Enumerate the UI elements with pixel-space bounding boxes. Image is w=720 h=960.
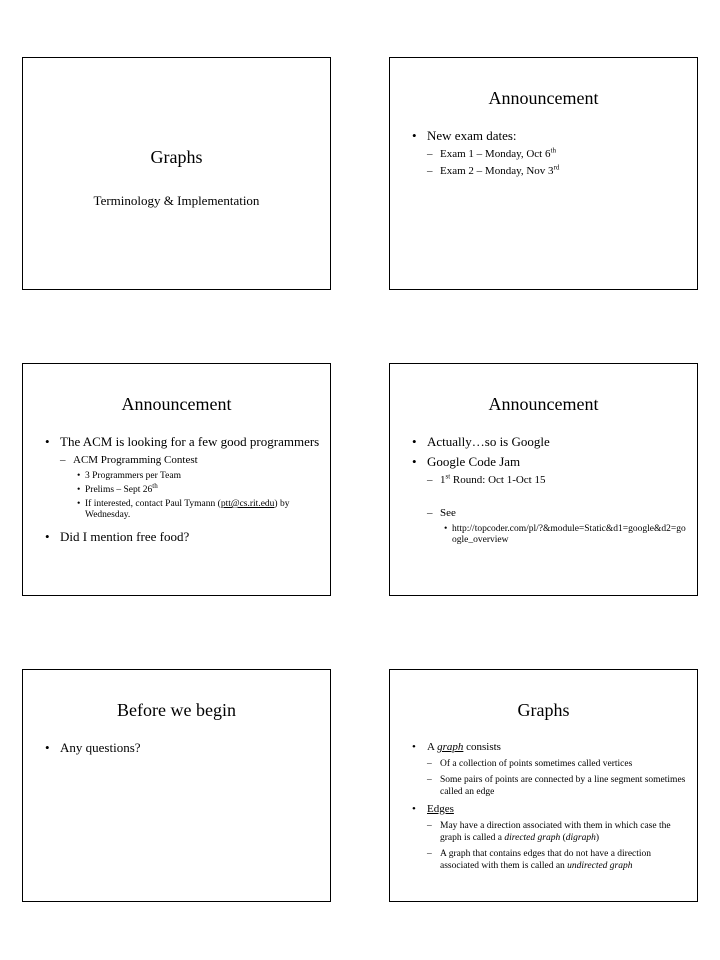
slide-title: Announcement (121, 394, 232, 414)
bullet: • The ACM is looking for a few good programmers (45, 434, 320, 450)
bullet: • New exam dates: (412, 128, 687, 144)
bullet: • Actually…so is Google (412, 434, 687, 450)
slide-5 (22, 669, 331, 902)
slide-body (45, 434, 320, 549)
url-link[interactable]: • http://topcoder.com/pl/?&module=Static&d1=google&d2=google_overview (412, 524, 687, 546)
sub-sub-bullet: • 3 Programmers per Team (45, 471, 320, 482)
sub-bullet: – Of a collection of points sometimes called vertices (412, 758, 687, 770)
sub-bullet: – See (412, 507, 687, 520)
slide-title: Graphs (517, 700, 570, 720)
slide-body (45, 740, 320, 760)
sub-bullet: – A graph that contains edges that do not have a direction associated with them is called an undirected graph (412, 848, 687, 872)
slide-body (412, 434, 687, 549)
slide-3 (22, 363, 331, 596)
sub-bullet: – Exam 1 – Monday, Oct 6th (412, 148, 687, 161)
bullet: • Google Code Jam (412, 454, 687, 470)
slide-2 (389, 57, 698, 290)
slide-1 (22, 57, 331, 290)
slide-body (412, 740, 687, 876)
bullet: • Any questions? (45, 740, 320, 756)
bullet: • A graph consists (412, 740, 687, 754)
slide-title: Announcement (488, 394, 599, 414)
bullet: • Did I mention free food? (45, 529, 320, 545)
sub-bullet: – Exam 2 – Monday, Nov 3rd (412, 165, 687, 178)
slide-subtitle: Terminology & Implementation (93, 193, 260, 208)
sub-bullet: – Some pairs of points are connected by a line segment sometimes called an edge (412, 774, 687, 798)
email-link[interactable]: ptt@cs.rit.edu (220, 499, 275, 509)
bullet: • Edges (412, 802, 687, 816)
sub-bullet: – 1st Round: Oct 1-Oct 15 (412, 474, 687, 487)
slide-title: Announcement (488, 88, 599, 108)
sub-bullet: – May have a direction associated with them in which case the graph is called a directed graph (digraph) (412, 820, 687, 844)
sub-sub-bullet: • If interested, contact Paul Tymann (ptt@cs.rit.edu) by Wednesday. (45, 499, 320, 521)
slide-title: Before we begin (117, 700, 236, 720)
slide-6 (389, 669, 698, 902)
sub-bullet: – ACM Programming Contest (45, 454, 320, 467)
slide-title: Graphs (150, 147, 203, 167)
spacer (412, 491, 687, 501)
sub-sub-bullet: • Prelims – Sept 26th (45, 485, 320, 496)
slide-body (412, 128, 687, 182)
slide-4 (389, 363, 698, 596)
